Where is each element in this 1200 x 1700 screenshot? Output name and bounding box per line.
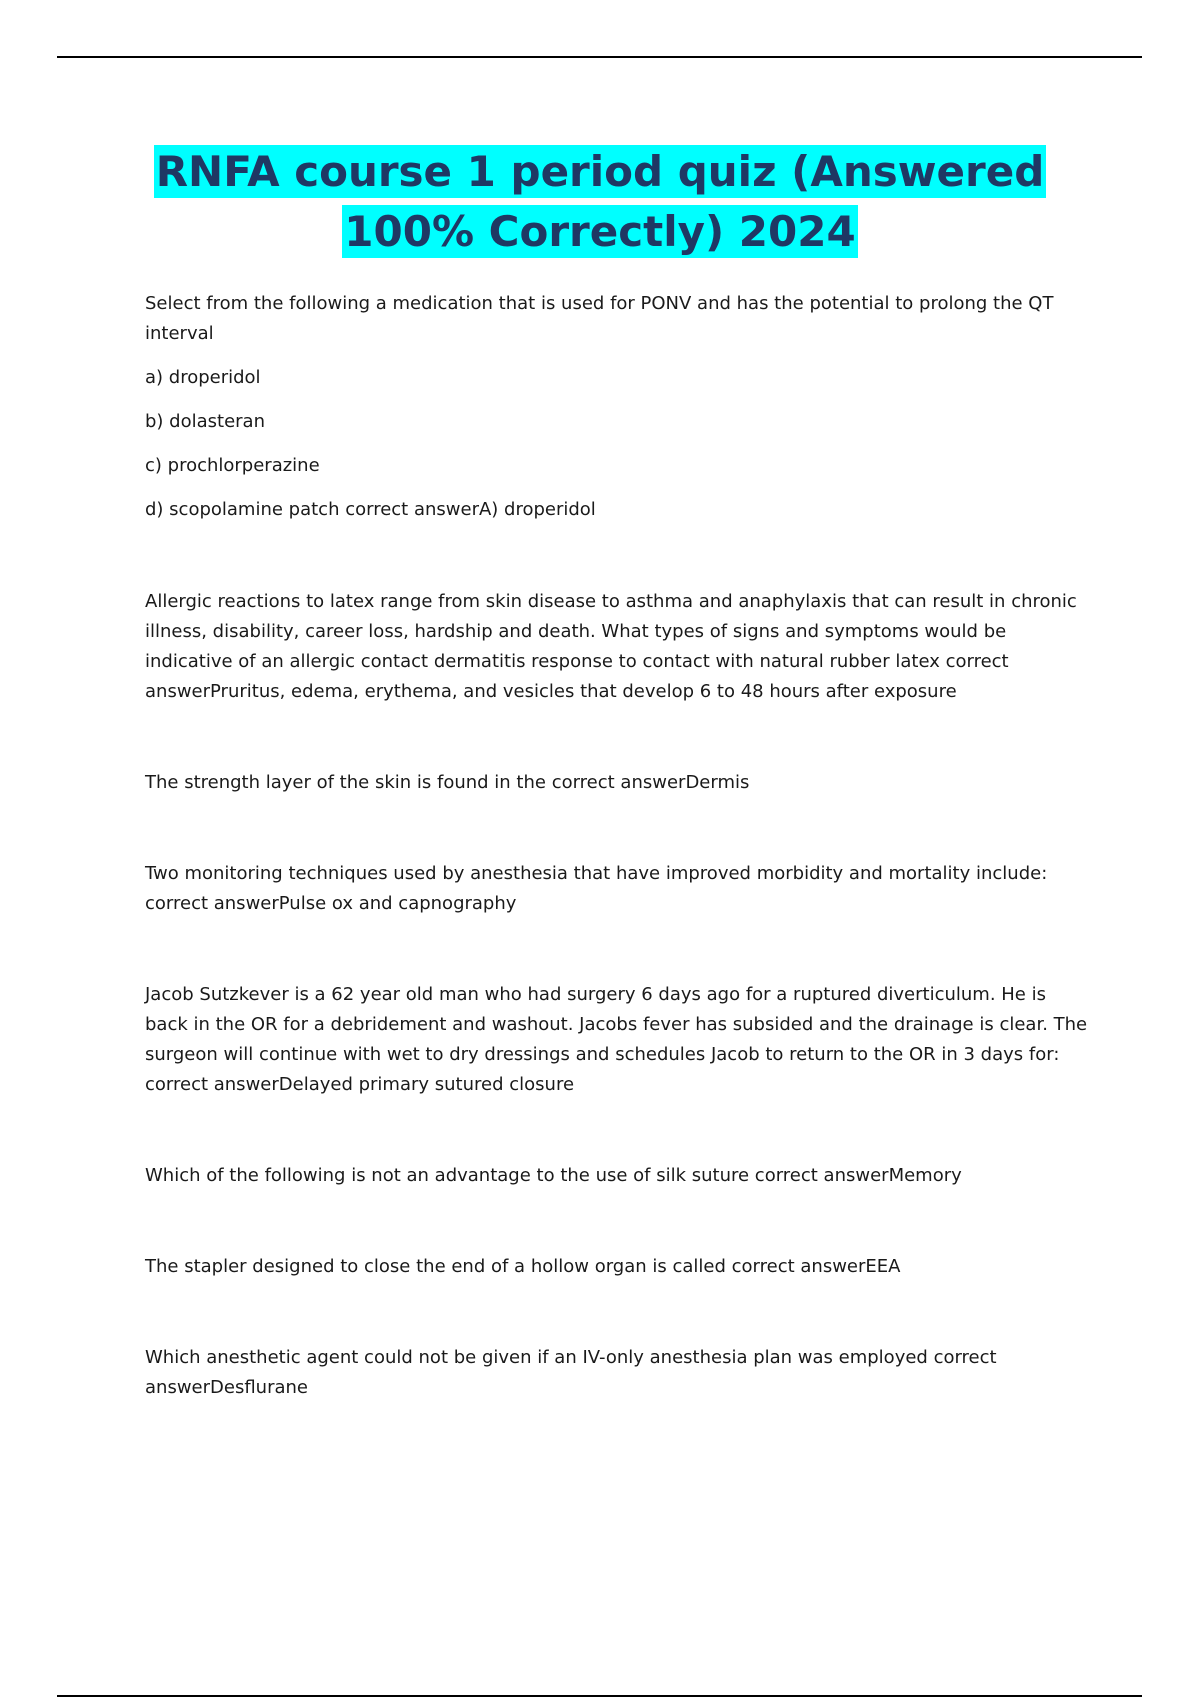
question-1: Select from the following a medication that is used for PONV and has the potential to prolong the QT interval: [145, 293, 1054, 344]
option-a: a) droperidol: [145, 367, 261, 388]
question-7: The stapler designed to close the end of a hollow organ is called correct answerEEA: [145, 1256, 901, 1277]
question-3: The strength layer of the skin is found in the correct answerDermis: [145, 772, 750, 793]
question-8: Which anesthetic agent could not be given if an IV-only anesthesia plan was employed correct answerDesflurane: [145, 1347, 997, 1398]
option-b: b) dolasteran: [145, 411, 265, 432]
document-title: RNFA course 1 period quiz (Answered 100% Correctly) 2024: [155, 147, 1045, 256]
question-4: Two monitoring techniques used by anesthesia that have improved morbidity and mortality include: correct answerPulse ox and capnography: [145, 863, 1048, 914]
option-d-answer: d) scopolamine patch correct answerA) droperidol: [145, 499, 596, 520]
question-2: Allergic reactions to latex range from skin disease to asthma and anaphylaxis that can result in chronic illness, disability, career loss, hardship and death. What types of signs and symptoms would be indicative of an allergic contact dermatitis response to contact with natural rubber latex correct answerPruritus, edema, erythema, and vesicles that develop 6 to 48 hours after exposure: [145, 591, 1077, 702]
top-rule: [57, 56, 1142, 58]
option-c: c) prochlorperazine: [145, 455, 320, 476]
quiz-content: [145, 289, 1090, 1403]
question-6: Which of the following is not an advantage to the use of silk suture correct answerMemory: [145, 1165, 962, 1186]
question-5: Jacob Sutzkever is a 62 year old man who had surgery 6 days ago for a ruptured diverticulum. He is back in the OR for a debridement and washout. Jacobs fever has subsided and the drainage is clear. The surgeon will continue with wet to dry dressings and schedules Jacob to return to the OR in 3 days for: correct answerDelayed primary sutured closure: [145, 984, 1088, 1095]
bottom-rule: [57, 1695, 1142, 1697]
document-title-block: [100, 142, 1100, 262]
